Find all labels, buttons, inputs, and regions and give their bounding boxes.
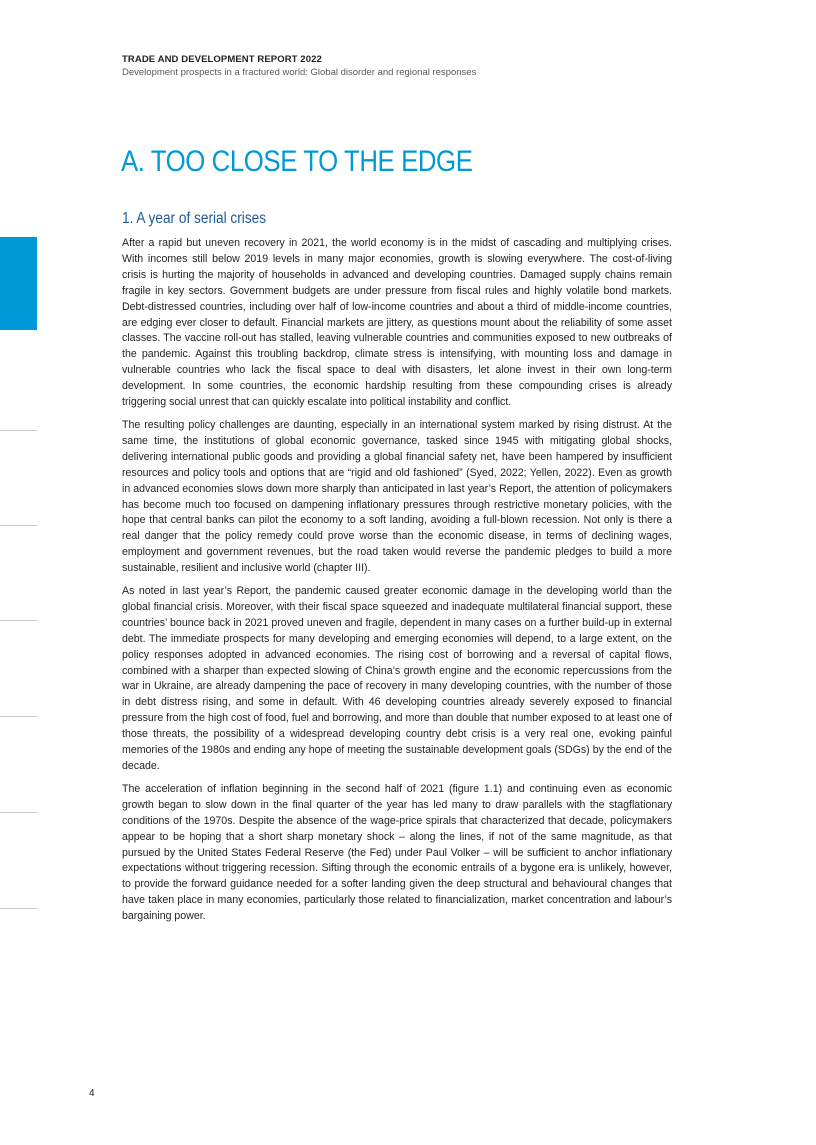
margin-rule (0, 525, 37, 526)
paragraph: As noted in last year’s Report, the pandemic caused greater economic damage in the developing world than the global financial crisis. Moreover, with their fiscal space squeezed and inadequate multilateral financial support, these countries’ bounce back in 2021 proved uneven and fragile, dependent in many cases on a further build-up in external debt. The immediate prospects for many developing and emerging economies will depend, to a large extent, on the policy responses adopted in advanced economies. The rising cost of borrowing and a reversal of capital flows, combined with a sharper than expected slowing of China’s growth engine and the economic repercussions from the war in Ukraine, are already dampening the pace of recovery in many developing countries, with the number of those in debt distress rising, and some in default. With 46 developing countries already severely exposed to financial pressure from the high cost of food, fuel and borrowing, and more than double that number exposed to at least one of those threats, the possibility of a widespread developing country debt crisis is a very real one, evoking painful memories of the 1980s and ending any hope of meeting the sustainable development goals (SDGs) by the end of the decade. (122, 585, 672, 772)
paragraph: The acceleration of inflation beginning in the second half of 2021 (figure 1.1) and continuing even as economic growth began to slow down in the final quarter of the year has led many to draw parallels with the stagflationary conditions of the 1970s. Despite the absence of the wage-price spirals that characterized that decade, policymakers appear to be hoping that a short sharp monetary shock – along the lines, if not of the same magnitude, as that pursued by the United States Federal Reserve (the Fed) under Paul Volker – will be sufficient to anchor inflationary expectations without triggering recession. Sifting through the economic entrails of a bygone era is unlikely, however, to provide the forward guidance needed for a softer landing given the deep structural and behavioural changes that have taken place in many economies, particularly those related to financialization, market concentration and labour’s bargaining power. (122, 782, 672, 923)
margin-rule (0, 430, 37, 431)
report-title: TRADE AND DEVELOPMENT REPORT 2022 (122, 54, 322, 65)
section-title: 1. A year of serial crises (122, 210, 267, 227)
margin-rule (0, 908, 37, 909)
paragraph: After a rapid but uneven recovery in 2021, the world economy is in the midst of cascading and multiplying crises. With incomes still below 2019 levels in many major economies, growth is slowing everywhere. The cost-of-living crisis is hurting the majority of households in advanced and developing countries. Damaged supply chains remain fragile in key sectors. Government budgets are under pressure from fiscal rules and highly volatile bond markets. Debt-distressed countries, including over half of low-income countries and about a third of middle-income countries, are edging ever closer to default. Financial markets are jittery, as questions mount about the reliability of some asset classes. The vaccine roll-out has stalled, leaving vulnerable countries and communities exposed to new outbreaks of the pandemic. Against this troubling backdrop, climate stress is intensifying, with mounting loss and damage in vulnerable countries who lack the fiscal space to deal with disasters, let alone invest in their own long-term development. In some countries, the economic hardship resulting from these compounding crises is already triggering social unrest that can quickly escalate into political instability and conflict. (122, 237, 672, 409)
paragraph: The resulting policy challenges are daunting, especially in an international system marked by rising distrust. At the same time, the institutions of global economic governance, tasked since 1945 with mitigating global shocks, delivering international public goods and providing a global financial safety net, have been hampered by insufficient resources and policy tools and options that are “rigid and old fashioned” (Syed, 2022; Yellen, 2022). Even as growth in advanced economies slows down more sharply than anticipated in last year’s Report, the attention of policymakers has become much too focused on dampening inflationary pressures through restrictive monetary policies, with the hope that central banks can pilot the economy to a soft landing, avoiding a full-blown recession. Not only is there a real danger that the policy remedy could prove worse than the economic disease, in terms of declining wages, employment and government revenues, but the road taken would reverse the pandemic pledges to build a more sustainable, resilient and inclusive world (chapter III). (122, 418, 672, 575)
body-text (122, 236, 672, 932)
margin-rule (0, 812, 37, 813)
chapter-side-tab (0, 237, 37, 330)
chapter-title: A. TOO CLOSE TO THE EDGE (121, 145, 473, 178)
margin-rule (0, 620, 37, 621)
page-number: 4 (89, 1088, 95, 1099)
report-subtitle: Development prospects in a fractured world: Global disorder and regional responses (122, 67, 477, 78)
margin-rule (0, 716, 37, 717)
running-header (122, 53, 476, 79)
